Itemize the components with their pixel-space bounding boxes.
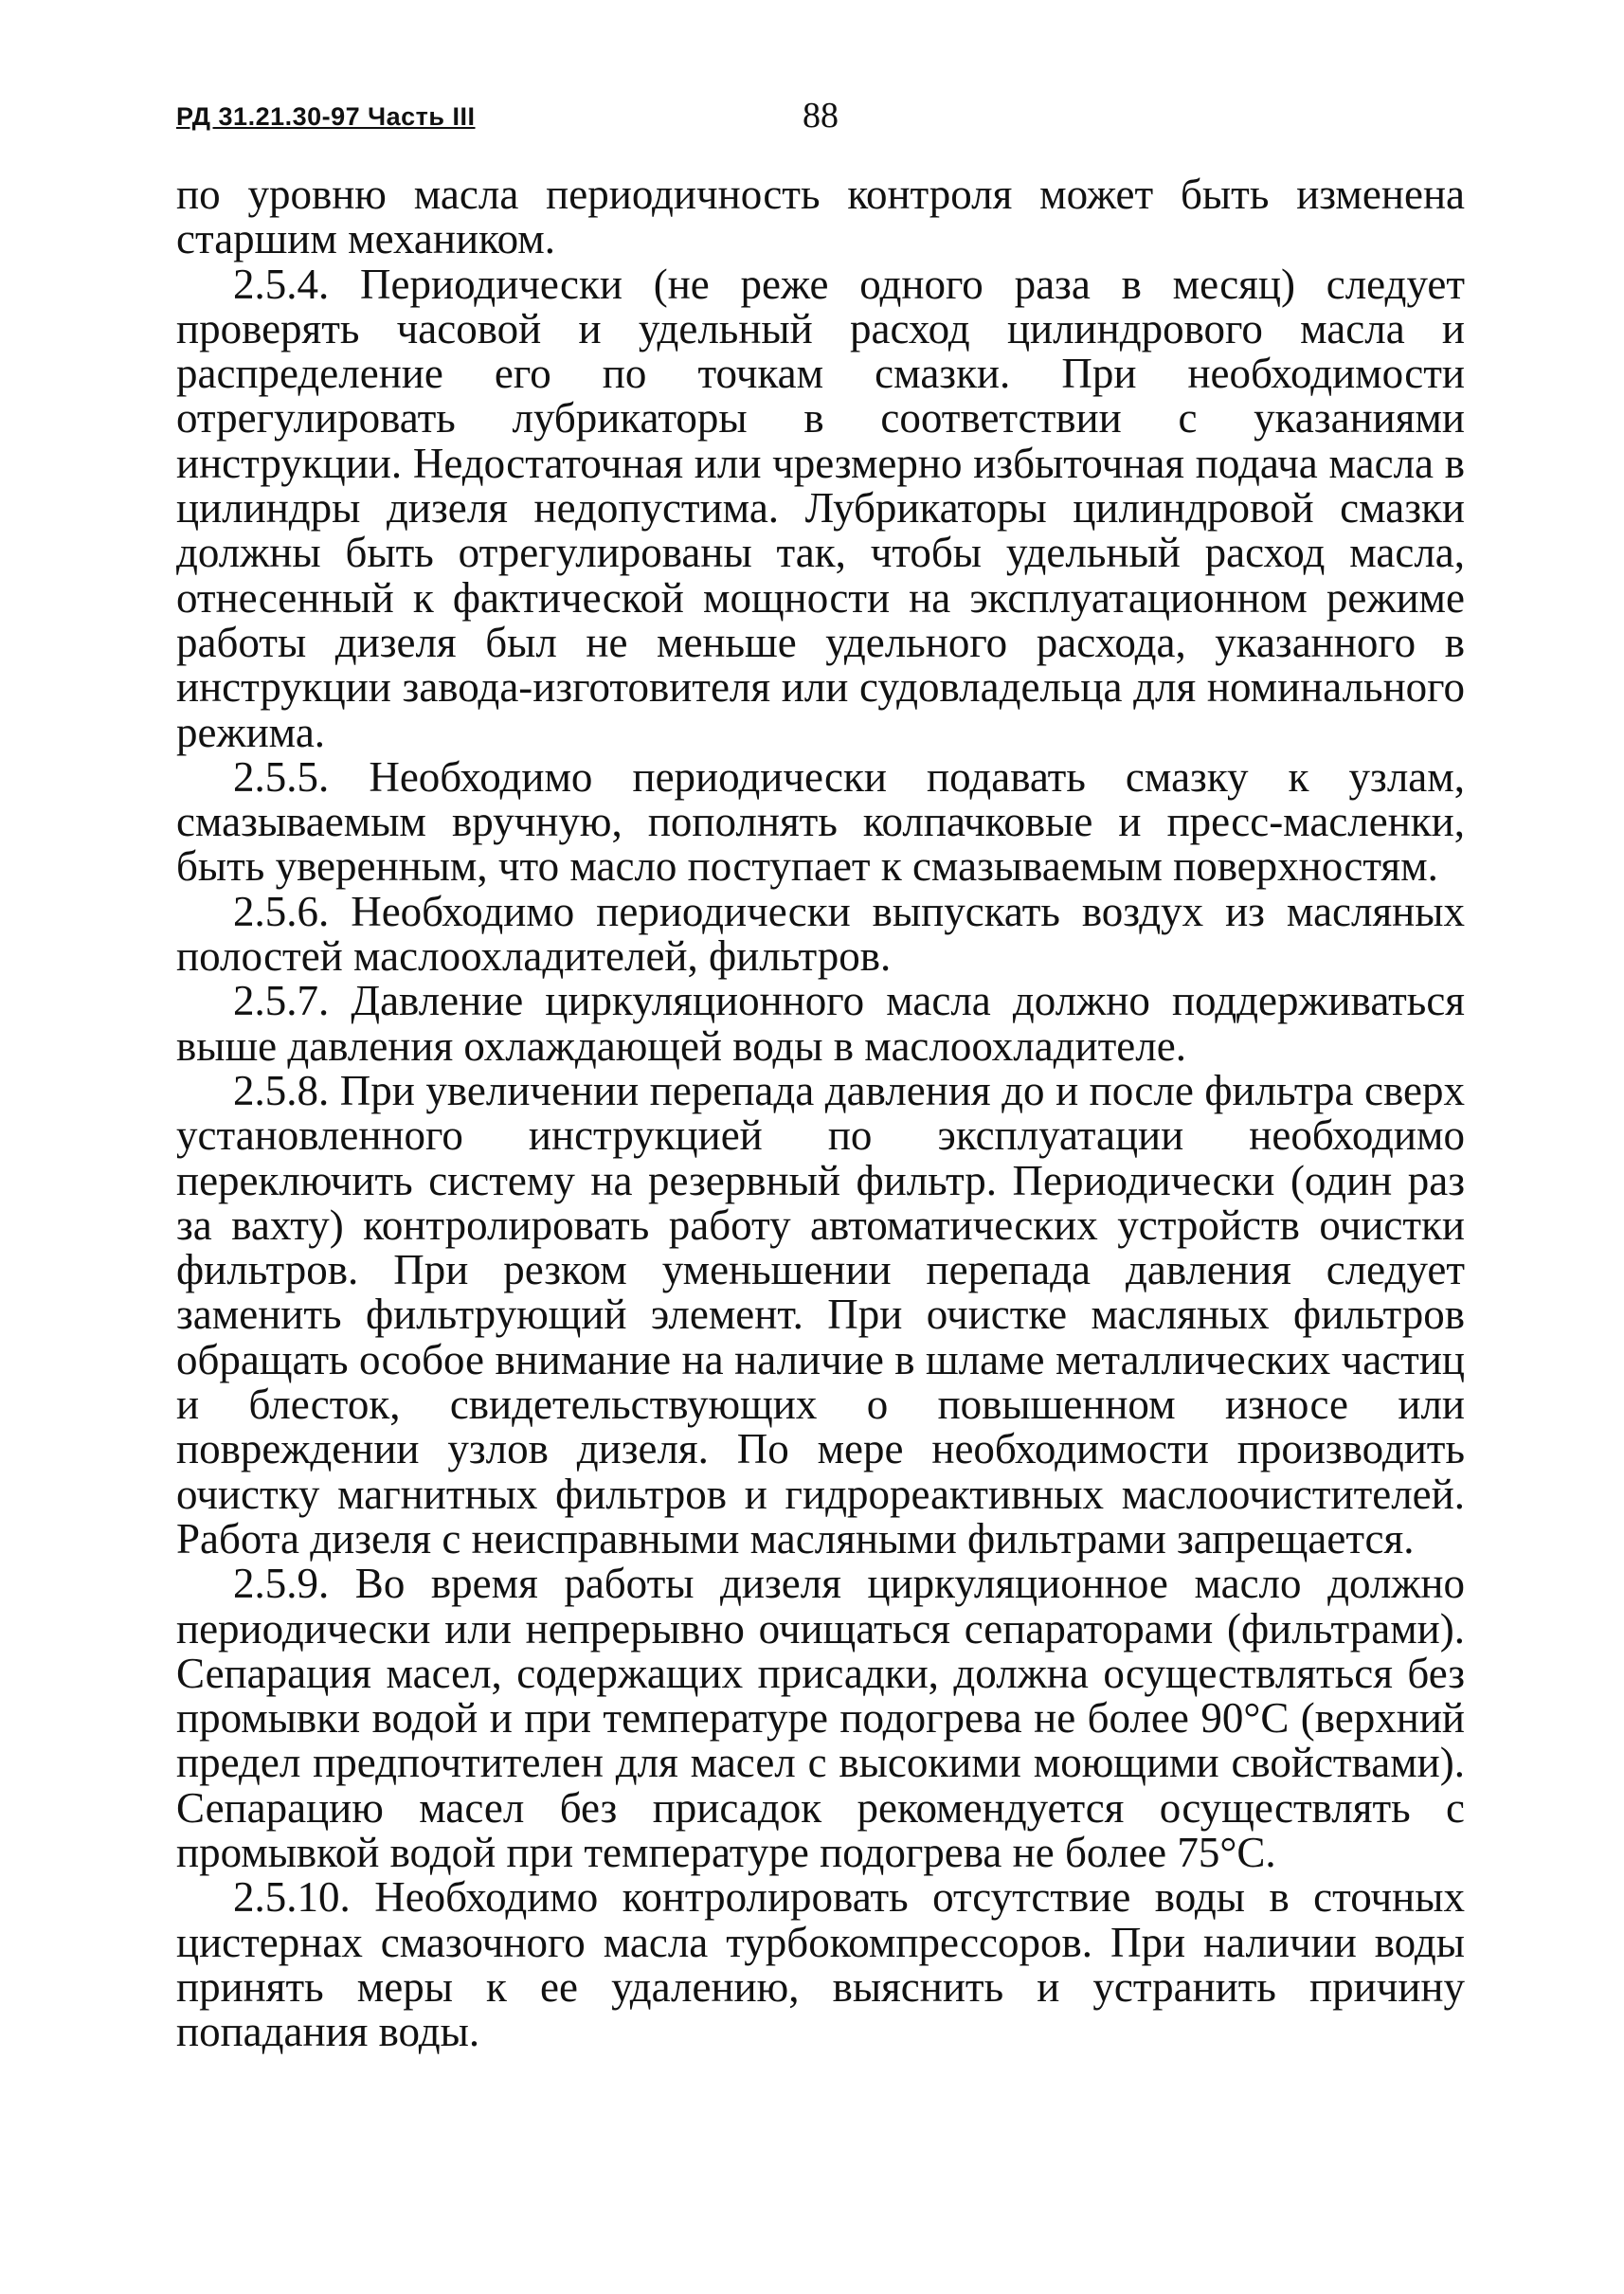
page-header — [176, 95, 1465, 142]
paragraph-2-5-9: 2.5.9. Во время работы дизеля циркуляционное масло должно периодически или непрерывно очищаться сепараторами (фильтрами). Сепарация масел, содержащих присадки, должна осуществляться без промывки водой и при температуре подогрева не более 90°С (верхний предел предпочтителен для масел с высокими моющими свойствами). Сепарацию масел без присадок рекомендуется осуществлять с промывкой водой при температуре подогрева не более 75°С. — [176, 1560, 1465, 1876]
paragraph-2-5-5: 2.5.5. Необходимо периодически подавать смазку к узлам, смазываемым вручную, пополнять колпачковые и пресс-масленки, быть уверенным, что масло поступает к смазываемым поверхностям. — [176, 752, 1465, 891]
page-body — [176, 172, 1465, 2054]
paragraph-continuation: по уровню масла периодичность контроля может быть изменена старшим механиком. — [176, 171, 1465, 263]
paragraph-2-5-7: 2.5.7. Давление циркуляционного масла должно поддерживаться выше давления охлаждающей воды в маслоохладителе. — [176, 977, 1465, 1070]
paragraph-2-5-4: 2.5.4. Периодически (не реже одного раза в месяц) следует проверять часовой и удельный расход цилиндрового масла и распределение его по точкам смазки. При необходимости отрегулировать лубрикаторы в соответствии с указаниями инструкции. Недостаточная или чрезмерно избыточная подача масла в цилиндры дизеля недопустима. Лубрикаторы цилиндровой смазки должны быть отрегулированы так, чтобы удельный расход масла, отнесенный к фактической мощности на эксплуатационном режиме работы дизеля был не меньше удельного расхода, указанного в инструкции завода-изготовителя или судовладельца для номинального режима. — [176, 260, 1465, 756]
paragraph-2-5-8: 2.5.8. При увеличении перепада давления до и после фильтра сверх установленного инструкцией по эксплуатации необходимо переключить систему на резервный фильтр. Периодически (один раз за вахту) контролировать работу автоматических устройств очистки фильтров. При резком уменьшении перепада давления следует заменить фильтрующий элемент. При очистке масляных фильтров обращать особое внимание на наличие в шламе металлических частиц и блесток, свидетельствующих о повышенном износе или повреждении узлов дизеля. По мере необходимости производить очистку магнитных фильтров и гидрореактивных маслоочистителей. Работа дизеля с неисправными масляными фильтрами запрещается. — [176, 1066, 1465, 1562]
paragraph-2-5-6: 2.5.6. Необходимо периодически выпускать воздух из масляных полостей маслоохладителей, фильтров. — [176, 887, 1465, 981]
paragraph-2-5-10: 2.5.10. Необходимо контролировать отсутствие воды в сточных цистернах смазочного масла турбокомпрессоров. При наличии воды принять меры к ее удалению, выяснить и устранить причину попадания воды. — [176, 1873, 1465, 2056]
document-code: РД 31.21.30-97 Часть III — [176, 102, 476, 131]
page-number: 88 — [803, 96, 839, 135]
